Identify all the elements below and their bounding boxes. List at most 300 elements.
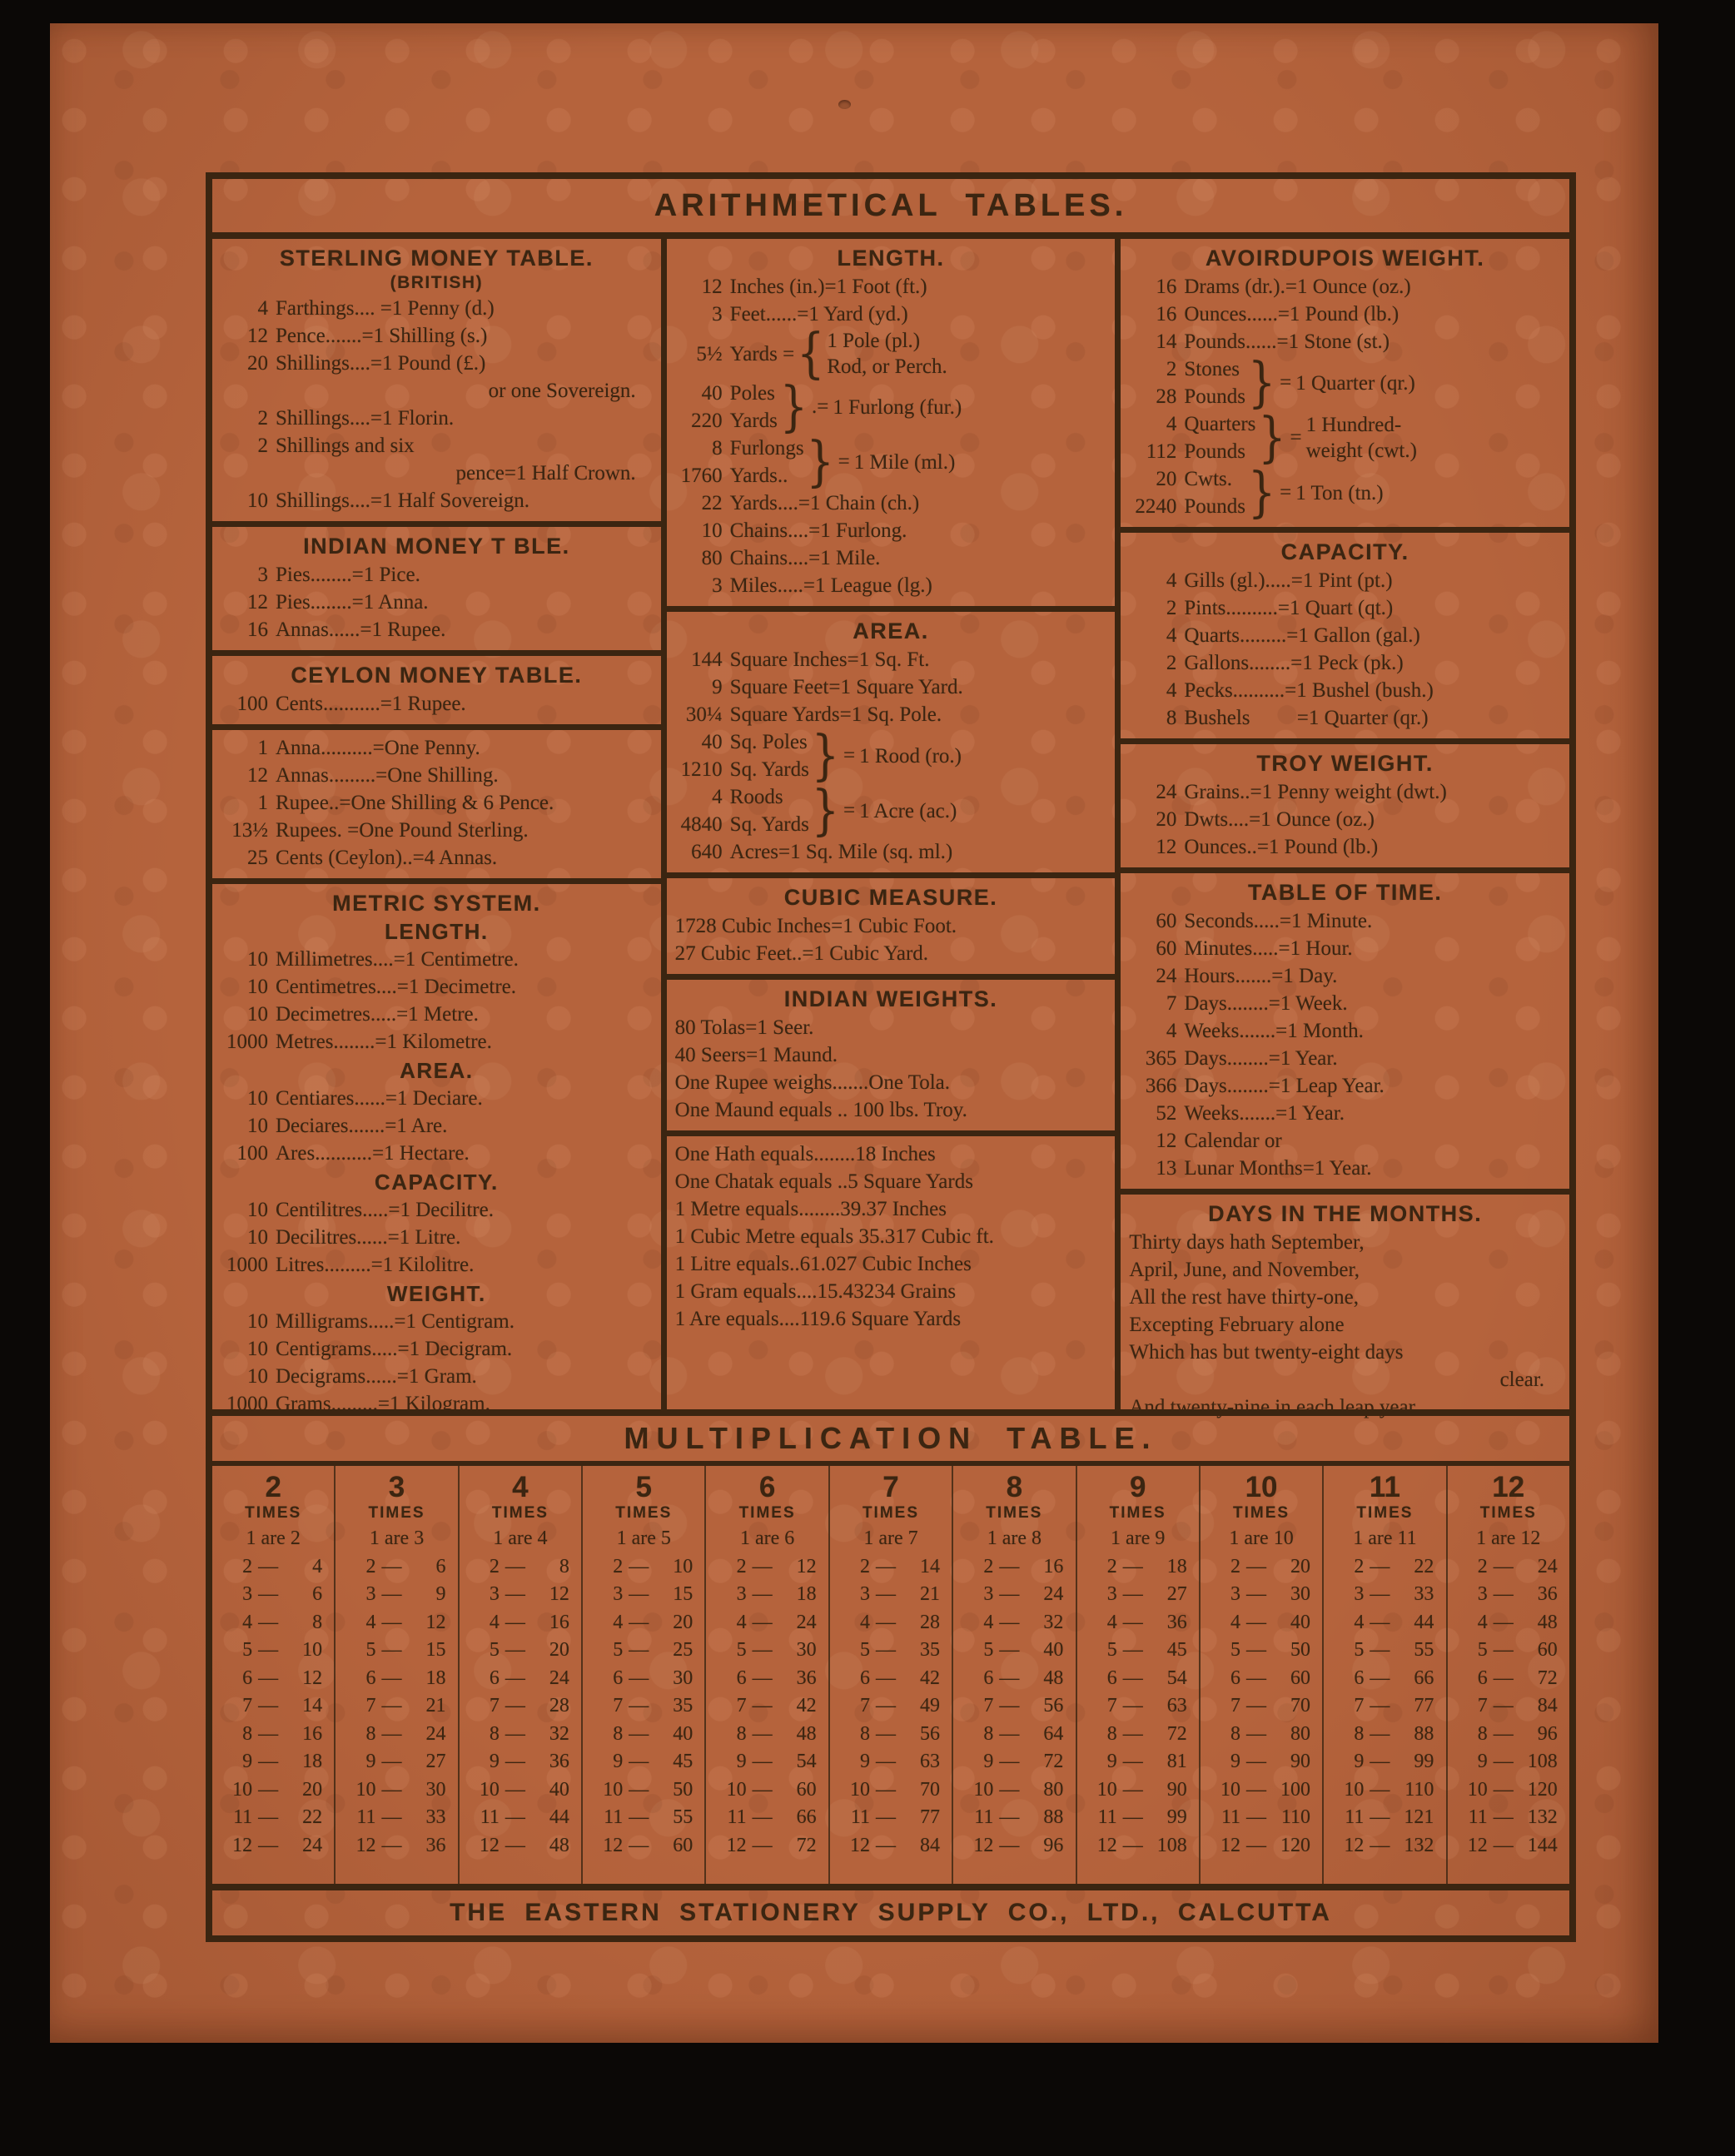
multiplicand: 2 [859,1555,870,1577]
multiplicand: 5 [242,1639,253,1661]
line-text: 1 Acre (ac.) [859,799,957,822]
product: 30 [425,1778,446,1801]
line-text: Chains....=1 Mile. [729,547,881,569]
dash: — [1246,1778,1267,1801]
value-number: 30¼ [685,703,723,726]
times-row [584,1832,703,1860]
times-row [708,1637,826,1665]
times-row [1079,1692,1197,1721]
table-line [1129,778,1561,806]
value-number: 100 [236,693,268,715]
multiplicand: 7 [859,1695,870,1716]
line-text: Rod, or Perch. [827,355,947,378]
dash: — [381,1751,402,1772]
brace-items [675,435,804,489]
value-number: 4 [1166,569,1177,592]
brace-items [1129,465,1245,520]
product: 40 [673,1722,694,1745]
dash: — [629,1555,649,1577]
product: 44 [549,1806,569,1828]
line-text: Shillings and six [276,435,415,457]
product: 24 [302,1834,323,1856]
table-line: And twenty-nine in each leap year. [1129,1396,1419,1418]
multiplicand: 2 [365,1555,376,1577]
value-number: 40 [701,382,723,405]
table-line [221,322,653,350]
times-label: TIMES [1356,1504,1414,1522]
brace-line [675,779,1107,842]
section-body [675,273,1107,599]
brace-line [1129,406,1561,469]
times-row [708,1776,826,1805]
dash: — [505,1639,525,1661]
product: 36 [796,1667,817,1689]
times-row [214,1637,332,1665]
table-line [675,811,809,838]
line-text: 1 Ton (tn.) [1295,481,1384,504]
times-row: 1 are 7 [863,1528,918,1549]
times-row [1325,1609,1444,1637]
product: 96 [1043,1834,1064,1856]
dash: — [875,1751,896,1772]
table-line [1129,328,1561,355]
line-text: Farthings.... =1 Penny (d.) [276,297,495,320]
line-text: Cwts. [1184,468,1232,490]
value-number: 100 [236,1142,268,1165]
times-row: 1 are 12 [1476,1528,1541,1549]
table-line [221,1224,653,1251]
dash: — [505,1751,525,1772]
times-row [337,1748,455,1776]
times-label: TIMES [1479,1504,1537,1522]
times-row [1449,1692,1568,1721]
times-row [461,1581,579,1609]
dash: — [752,1806,773,1828]
multiplicand: 4 [489,1611,500,1633]
value-number: 1000 [226,1031,268,1053]
times-row [1325,1776,1444,1805]
multiplicand: 2 [1106,1555,1117,1577]
dash: — [381,1611,402,1633]
product: 30 [1290,1583,1311,1605]
table-line [1129,1155,1561,1182]
table-section [212,878,661,1424]
times-row [1202,1609,1320,1637]
times-number: 7 [882,1471,899,1503]
value-number: 144 [691,648,723,671]
times-row: 1 are 8 [987,1528,1041,1549]
product: 42 [919,1667,940,1689]
times-row [1202,1832,1320,1860]
times-row [1079,1804,1197,1832]
times-row [1325,1721,1444,1749]
table-line [221,350,653,377]
multiplicand: 4 [1106,1611,1117,1633]
dash: — [875,1555,896,1577]
multiplicand: 7 [1354,1695,1365,1716]
brace-results [859,743,962,769]
dash: — [505,1555,525,1577]
brace-results [1306,412,1417,464]
line-text: Ounces......=1 Pound (lb.) [1184,303,1399,325]
dash: — [875,1834,896,1856]
value-number: 2240 [1135,495,1177,518]
product: 121 [1404,1806,1434,1828]
product: 132 [1404,1834,1434,1856]
dash: — [381,1695,402,1716]
line-text: Annas.........=One Shilling. [276,764,499,787]
times-row: 1 are 11 [1353,1528,1417,1549]
product: 50 [1290,1639,1311,1661]
brace-line [675,430,1107,494]
value-number: 3 [712,574,723,597]
times-row [461,1804,579,1832]
table-line: Excepting February alone [1129,1314,1345,1336]
multiplicand: 4 [859,1611,870,1633]
times-label: TIMES [615,1504,673,1522]
value-number: 10 [701,519,723,542]
brace-glyph: } [811,724,839,787]
equals-sign: = [843,744,856,767]
dash: — [1493,1583,1514,1605]
dash: — [1122,1555,1143,1577]
line-text: Weeks.......=1 Year. [1184,1102,1345,1125]
multiplicand: 3 [983,1583,994,1605]
line-text: Poles [729,382,775,405]
product: 70 [919,1778,940,1801]
times-row [584,1776,703,1805]
multiplicand: 2 [613,1555,624,1577]
dash: — [875,1639,896,1661]
product: 24 [1043,1583,1064,1605]
multiplicand: 8 [859,1722,870,1745]
product: 10 [673,1555,694,1577]
multiplicand: 4 [613,1611,624,1633]
product: 72 [1537,1667,1558,1689]
dash: — [1493,1751,1514,1772]
multiplicand: 3 [365,1583,376,1605]
line-text: Sq. Poles [729,731,808,753]
product: 12 [425,1611,446,1633]
table-line: pence=1 Half Crown. [455,462,636,484]
product: 32 [549,1722,569,1745]
dash: — [1493,1667,1514,1689]
table-line [1129,1017,1561,1045]
value-number: 10 [247,1003,268,1026]
line-text: Dwts....=1 Ounce (oz.) [1184,808,1375,831]
times-row [337,1665,455,1693]
table-line [221,1028,653,1056]
table-line: Which has but twenty-eight days [1129,1341,1404,1364]
product: 56 [1043,1695,1064,1716]
dash: — [505,1667,525,1689]
product: 90 [1166,1778,1187,1801]
brace-results [1295,370,1415,396]
times-row [1325,1665,1444,1693]
section-body [1129,567,1561,732]
line-text: Days........=1 Leap Year. [1184,1075,1385,1097]
times-number: 3 [388,1471,405,1503]
multiplicand: 2 [1230,1555,1241,1577]
multiplicand: 11 [1097,1806,1117,1828]
dash: — [1370,1583,1390,1605]
times-row [1325,1637,1444,1665]
value-number: 22 [701,492,723,514]
multiplicand: 3 [1477,1583,1488,1605]
table-section [1121,527,1569,738]
line-text: Shillings....=1 Pound (£.) [276,352,486,375]
product: 33 [425,1806,446,1828]
table-line [675,572,1107,599]
table-line [221,561,653,589]
multiplicand: 11 [1345,1806,1365,1828]
product: 16 [1043,1555,1064,1577]
value-number: 12 [247,325,268,347]
times-row [1079,1609,1197,1637]
multiplicand: 12 [1467,1834,1488,1856]
table-line [675,544,1107,572]
times-row [1449,1832,1568,1860]
table-line [1129,1072,1561,1100]
times-row [584,1609,703,1637]
times-row [461,1748,579,1776]
product: 60 [673,1834,694,1856]
multiplicand: 9 [859,1751,870,1772]
brace-line [1129,351,1561,415]
dash: — [1493,1722,1514,1745]
value-number: 366 [1145,1075,1177,1097]
dash: — [629,1751,649,1772]
times-row [1079,1776,1197,1805]
value-number: 10 [247,1338,268,1360]
line-text: Cents (Ceylon)..=4 Annas. [276,847,498,869]
section-heading: CUBIC MEASURE. [783,885,998,910]
value-number: 12 [1156,1130,1177,1152]
table-line [1129,1045,1561,1072]
product: 70 [1290,1695,1311,1716]
dash: — [505,1695,525,1716]
dash: — [258,1722,279,1745]
dash: — [752,1555,773,1577]
table-section [212,650,661,724]
multiplicand: 6 [613,1667,624,1689]
times-row [1079,1665,1197,1693]
product: 80 [1290,1722,1311,1745]
multiplicand: 4 [736,1611,747,1633]
product: 110 [1404,1778,1434,1801]
multiplicand: 5 [613,1639,624,1661]
section-heading: AVOIRDUPOIS WEIGHT. [1205,246,1485,271]
dash: — [875,1806,896,1828]
table-line: or one Sovereign. [488,380,636,402]
multiplicand: 10 [726,1778,747,1801]
dash: — [999,1722,1020,1745]
brace-results [854,450,956,475]
table-line [675,407,778,435]
product: 4 [312,1555,323,1577]
product: 36 [1537,1583,1558,1605]
dash: — [1122,1667,1143,1689]
table-line [221,690,653,718]
dash: — [999,1751,1020,1772]
value-number: 1000 [226,1254,268,1276]
multiplicand: 6 [1230,1667,1241,1689]
value-number: 20 [247,352,268,375]
equals-sign: = [1280,481,1292,504]
product: 84 [1537,1695,1558,1716]
times-number: 12 [1492,1471,1525,1503]
line-text: Inches (in.)=1 Foot (ft.) [729,276,927,298]
product: 99 [1166,1806,1187,1828]
dash: — [381,1806,402,1828]
dash: — [505,1611,525,1633]
times-row [337,1776,455,1805]
table-line: 1728 Cubic Inches=1 Cubic Foot. [674,915,957,937]
value-number: 2 [1166,597,1177,619]
line-text: Weeks.......=1 Month. [1184,1020,1364,1042]
times-row [955,1581,1073,1609]
product: 20 [302,1778,323,1801]
value-number: 25 [247,847,268,869]
dash: — [1370,1834,1390,1856]
multiplicand: 11 [604,1806,624,1828]
table-line [675,462,804,489]
product: 90 [1290,1751,1311,1772]
section-body [221,734,653,872]
product: 27 [1166,1583,1187,1605]
multiplicand: 7 [613,1695,624,1716]
table-line [221,1251,653,1279]
multiplicand: 6 [1106,1667,1117,1689]
times-row [955,1776,1073,1805]
product: 63 [1166,1695,1187,1716]
table-line [1129,935,1561,962]
dash: — [1246,1834,1267,1856]
line-text: Sq. Yards [729,813,809,836]
times-row [584,1804,703,1832]
product: 48 [796,1722,817,1745]
multiplicand: 5 [859,1639,870,1661]
times-row [1449,1804,1568,1832]
dash: — [1246,1555,1267,1577]
table-section [667,872,1116,974]
dash: — [258,1583,279,1605]
brace-results [833,395,962,420]
dash: — [875,1583,896,1605]
multiplicand: 10 [355,1778,376,1801]
product: 77 [1414,1695,1434,1716]
times-column [1322,1466,1445,1884]
table-line: One Chatak equals ..5 Square Yards [674,1170,973,1193]
table-line [221,1140,653,1167]
dash: — [752,1639,773,1661]
section-heading: INDIAN MONEY T BLE. [303,534,570,559]
line-text: Lunar Months=1 Year. [1184,1157,1372,1180]
line-text: Pecks..........=1 Bushel (bush.) [1184,679,1434,702]
section-heading: CEYLON MONEY TABLE. [291,663,583,688]
times-row [461,1776,579,1805]
product: 60 [796,1778,817,1801]
multiplicand: 11 [1220,1806,1241,1828]
dash: — [381,1639,402,1661]
table-line [221,1085,653,1112]
dash: — [752,1778,773,1801]
table-line [221,1112,653,1140]
value-number: 5½ [696,342,723,365]
product: 15 [673,1583,694,1605]
product: 80 [1043,1778,1064,1801]
product: 36 [549,1751,569,1772]
times-row [1449,1581,1568,1609]
line-text: Millimetres....=1 Centimetre. [276,948,519,971]
times-row [1325,1692,1444,1721]
table-line: April, June, and November, [1129,1259,1360,1281]
value-number: 24 [1156,781,1177,803]
line-text: Days........=1 Year. [1184,1047,1338,1070]
multiplication-table-title: MULTIPLICATION TABLE. [212,1409,1569,1466]
multiplicand: 5 [1477,1639,1488,1661]
multiplicand: 9 [736,1751,747,1772]
product: 45 [1166,1639,1187,1661]
product: 40 [1043,1639,1064,1661]
table-line [1129,301,1561,328]
brace-results [859,798,957,824]
publisher-footer: THE EASTERN STATIONERY SUPPLY CO., LTD., CALCUTTA [212,1884,1569,1935]
table-line [221,1196,653,1224]
section-body [221,561,653,643]
multiplicand: 6 [489,1667,500,1689]
times-row [832,1748,950,1776]
value-number: 24 [1156,965,1177,987]
brace-items [1129,355,1245,410]
dash: — [1246,1639,1267,1661]
times-column [1199,1466,1322,1884]
product: 99 [1414,1751,1434,1772]
dash: — [1246,1722,1267,1745]
table-line: 1 Gram equals....15.43234 Grains [674,1280,957,1303]
table-section [1121,1189,1569,1428]
dash: — [1493,1695,1514,1716]
line-text: Centigrams.....=1 Decigram. [276,1338,513,1360]
dash: — [752,1834,773,1856]
multiplicand: 2 [983,1555,994,1577]
times-row [832,1609,950,1637]
dash: — [1370,1667,1390,1689]
times-row [337,1721,455,1749]
multiplicand: 2 [1477,1555,1488,1577]
value-number: 16 [1156,276,1177,298]
section-subtitle: (BRITISH) [390,273,484,292]
multiplicand: 8 [242,1722,253,1745]
multiplicand: 10 [479,1778,500,1801]
dash: — [1370,1695,1390,1716]
line-text: Milligrams.....=1 Centigram. [276,1310,515,1333]
times-row [1325,1581,1444,1609]
times-row [461,1637,579,1665]
line-text: Days........=1 Week. [1184,992,1348,1015]
line-text: Decigrams......=1 Gram. [276,1365,477,1388]
times-row [1202,1553,1320,1582]
table-line [221,405,653,432]
times-label: TIMES [862,1504,919,1522]
product: 60 [1537,1639,1558,1661]
table-section [1121,867,1569,1189]
line-text: 1 Mile (ml.) [853,450,956,474]
multiplicand: 7 [365,1695,376,1716]
times-row [214,1804,332,1832]
times-row [584,1748,703,1776]
times-number: 5 [635,1471,652,1503]
